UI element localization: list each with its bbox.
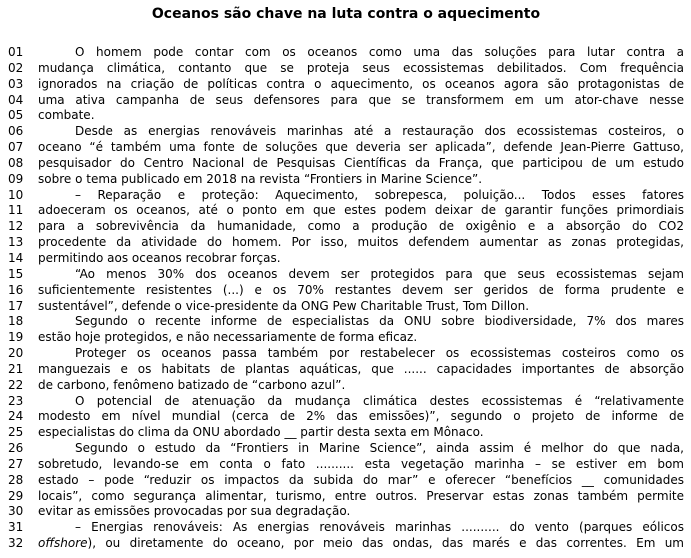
text-line [8,235,684,251]
line-number: 03 [8,76,24,91]
text-body [8,45,684,552]
line-number: 04 [8,92,24,107]
line-number: 06 [8,124,24,139]
line-number: 22 [8,377,24,392]
line-number: 08 [8,155,24,170]
line-number: 14 [8,250,24,265]
line-number: 12 [8,219,24,234]
line-number: 11 [8,203,24,218]
line-text: estado – pode “reduzir os impactos da subida do mar” e oferecer “benefícios __ comunidades [38,472,684,487]
document-title: Oceanos são chave na luta contra o aquecimento [151,6,541,22]
line-number: 13 [8,235,24,250]
line-number: 16 [8,282,24,297]
text-line [8,378,684,394]
line-number: 32 [8,536,24,551]
line-text: permitindo aos oceanos recobrar forças. [38,250,281,265]
line-text: uma ativa campanha de seus defensores para que se transformem em um ator-chave nesse [38,92,684,107]
text-line [8,425,684,441]
text-line [8,394,684,410]
text-line [8,441,684,457]
text-line [8,283,684,299]
line-number: 29 [8,488,24,503]
line-number: 23 [8,393,24,408]
text-line [8,330,684,346]
line-number: 09 [8,171,24,186]
text-line [8,108,684,124]
line-text: Desde as energias renováveis marinhas até a restauração dos ecossistemas costeiros, o [75,124,684,139]
text-line [8,504,684,520]
line-text: offshore), ou diretamente do oceano, por meio das ondas, das marés e das correntes. Em um [38,536,684,551]
line-text: – Energias renováveis: As energias renováveis marinhas .......... do vento (parques eólicos [75,520,684,535]
line-text: – Reparação e proteção: Aquecimento, sobrepesca, poluição... Todos esses fatores [75,187,684,202]
line-number: 26 [8,441,24,456]
line-text: procedente da atividade do homem. Por isso, muitos defendem aumentar as zonas protegidas, [38,235,684,250]
line-text: suficientemente resistentes (...) e os 70% restantes devem ser geridos de forma prudente e [38,282,684,297]
text-line [8,172,684,188]
line-text: estão hoje protegidos, e não necessariamente de forma eficaz. [38,330,418,345]
line-text: pesquisador do Centro Nacional de Pesquisas Científicas da França, que participou de um estudo [38,155,684,170]
text-line [8,45,684,61]
text-line [8,520,684,536]
line-text: modesto em nível mundial (cerca de 2% das emissões)”, segundo o projeto de informe de [38,409,684,424]
line-number: 24 [8,409,24,424]
line-number: 10 [8,187,24,202]
text-line [8,299,684,315]
line-number: 19 [8,330,24,345]
line-text: mudança climática, contanto que se proteja seus ecossistemas debilitados. Com frequência [38,60,684,75]
text-line [8,188,684,204]
line-text: evitar as emissões provocadas por sua degradação. [38,504,351,519]
text-line [8,124,684,140]
text-line [8,346,684,362]
line-text: de carbono, fenômeno batizado de “carbono azul”. [38,377,346,392]
line-number: 05 [8,108,24,123]
text-line [8,314,684,330]
text-line [8,251,684,267]
text-line [8,409,684,425]
line-text: manguezais e os habitats de plantas aquáticas, que ...... capacidades importantes de absorção [38,361,684,376]
line-number: 30 [8,504,24,519]
line-text: sustentável”, defende o vice-presidente da ONG Pew Charitable Trust, Tom Dillon. [38,298,530,313]
text-line [8,93,684,109]
line-number: 21 [8,361,24,376]
line-text: O homem pode contar com os oceanos como uma das soluções para lutar contra a [75,45,684,59]
text-line [8,203,684,219]
line-text: sobre o tema publicado em 2018 na revista “Frontiers in Marine Science”. [38,171,483,186]
line-number: 18 [8,314,24,329]
line-text: Segundo o recente informe de especialistas da ONU sobre biodiversidade, 7% dos mares [75,314,684,329]
text-line [8,536,684,552]
text-line [8,457,684,473]
text-line [8,156,684,172]
line-text: locais”, como segurança alimentar, turismo, entre outros. Preservar estas zonas também permite [38,488,684,503]
text-line [8,267,684,283]
line-text: combate. [38,108,95,123]
line-number: 01 [8,45,24,59]
line-number: 25 [8,425,24,440]
line-text: adoeceram os oceanos, até o ponto em que estes podem deixar de garantir funções primordiais [38,203,684,218]
line-text: O potencial de atenuação da mudança climática destes ecossistemas é “relativamente [75,393,684,408]
text-line [8,140,684,156]
line-text: oceano “é também uma fonte de soluções que deveria ser aplicada”, defende Jean-Pierre Gattuso, [38,140,684,155]
line-number: 27 [8,456,24,471]
line-number: 02 [8,60,24,75]
text-line [8,489,684,505]
text-line [8,61,684,77]
line-text: Segundo o estudo da “Frontiers in Marine Science”, ainda assim é melhor do que nada, [75,441,684,456]
line-number: 31 [8,520,24,535]
line-number: 28 [8,472,24,487]
text-line [8,219,684,235]
line-number: 07 [8,140,24,155]
text-line [8,362,684,378]
line-text: para a sobrevivência da humanidade, como a produção de oxigênio e a absorção do CO2 [38,219,684,234]
text-line [8,77,684,93]
line-text: Proteger os oceanos passa também por restabelecer os ecossistemas costeiros como os [75,346,684,361]
line-number: 17 [8,298,24,313]
line-text: sobretudo, levando-se em conta o fato .......... esta vegetação marinha – se estiver em bom [38,456,684,471]
line-text: ignorados na criação de políticas contra o aquecimento, os oceanos agora são protagonistas de [38,76,684,91]
line-text: especialistas do clima da ONU abordado __ partir desta sexta em Mônaco. [38,425,484,440]
text-line [8,473,684,489]
line-number: 20 [8,346,24,361]
line-number: 15 [8,266,24,281]
line-text: “Ao menos 30% dos oceanos devem ser protegidos para que seus ecossistemas sejam [75,266,684,281]
